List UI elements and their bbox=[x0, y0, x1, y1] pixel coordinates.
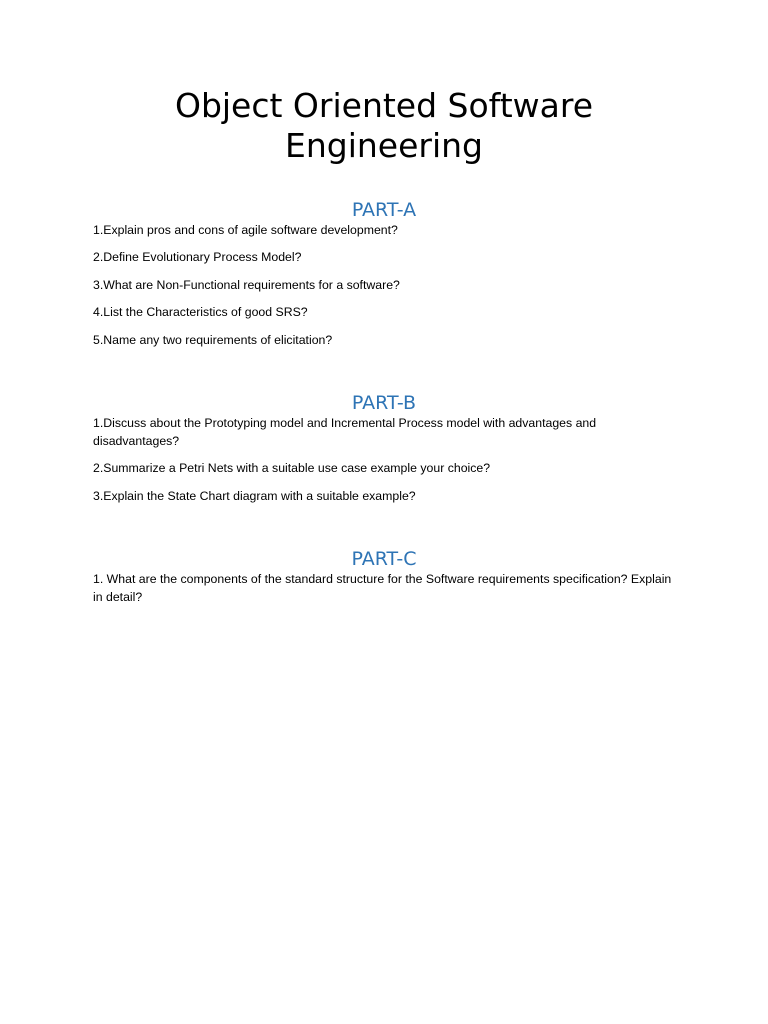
document-title bbox=[100, 86, 668, 166]
question-item: 1.Discuss about the Prototyping model and Incremental Process model with advantages and disadvantages? bbox=[93, 416, 597, 448]
question-item: 3.Explain the State Chart diagram with a suitable example? bbox=[93, 488, 416, 503]
question-item: 5.Name any two requirements of elicitation? bbox=[93, 332, 333, 347]
section-heading-part-b: PART-B bbox=[351, 392, 417, 414]
question-list-part-b bbox=[93, 414, 683, 505]
question-list-part-c bbox=[93, 570, 683, 606]
question-item: 3.What are Non-Functional requirements for a software? bbox=[93, 277, 400, 292]
question-item: 2.Summarize a Petri Nets with a suitable use case example your choice? bbox=[93, 461, 491, 476]
question-item: 1.Explain pros and cons of agile software development? bbox=[93, 223, 398, 237]
question-item: 2.Define Evolutionary Process Model? bbox=[93, 250, 302, 265]
document-title-line2: Engineering bbox=[285, 126, 483, 165]
section-part-c bbox=[93, 548, 683, 615]
section-heading-part-c: PART-C bbox=[351, 548, 417, 570]
section-part-b bbox=[93, 392, 683, 514]
question-list-part-a bbox=[93, 221, 683, 349]
question-item: 4.List the Characteristics of good SRS? bbox=[93, 305, 308, 320]
document-title-line1: Object Oriented Software bbox=[174, 86, 594, 125]
section-heading-part-a: PART-A bbox=[351, 199, 417, 221]
question-item: 1. What are the components of the standard structure for the Software requirements specification? Explain in detail? bbox=[93, 572, 672, 604]
section-part-a bbox=[93, 199, 683, 358]
